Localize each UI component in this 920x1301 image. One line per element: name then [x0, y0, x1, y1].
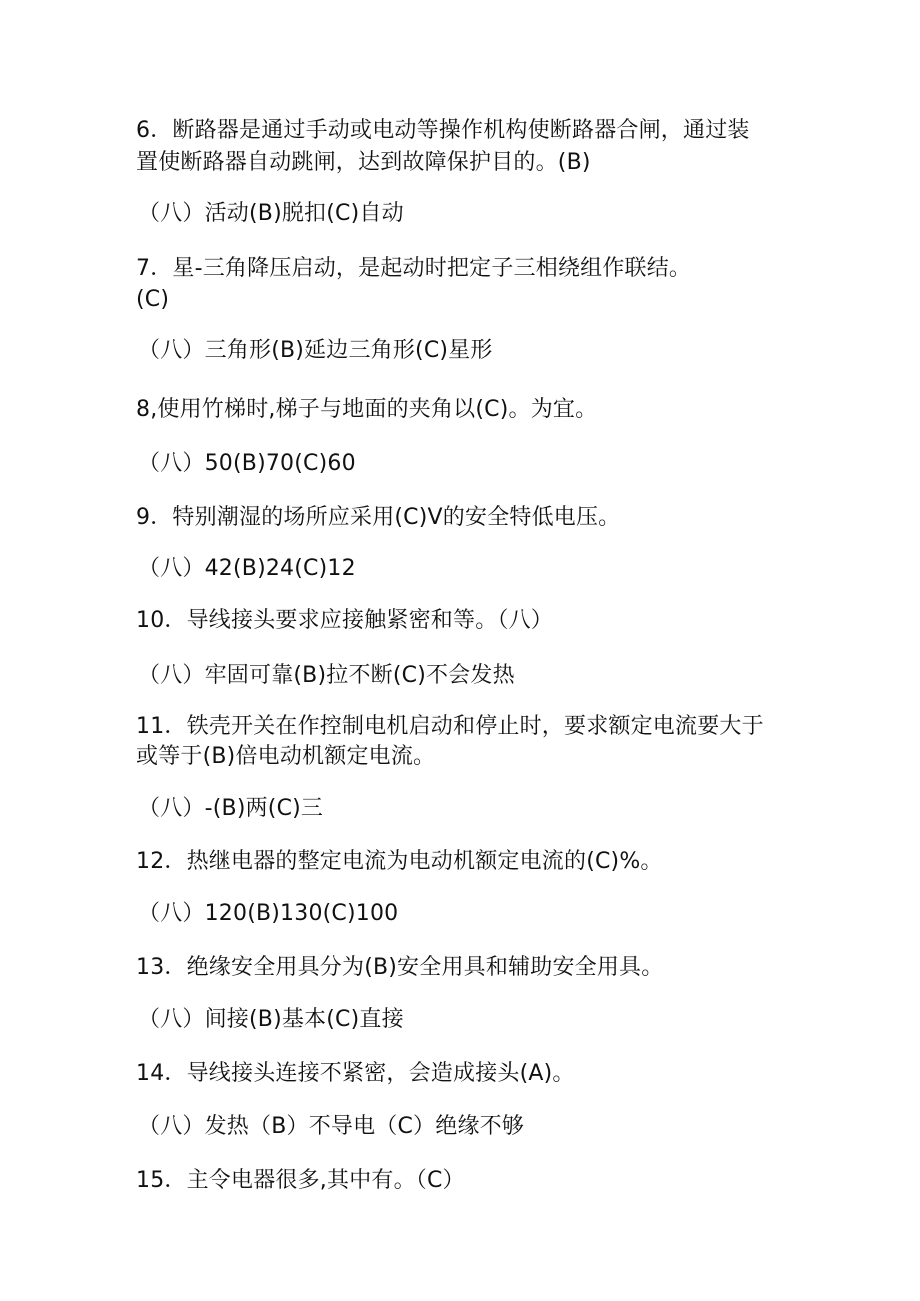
question-13-options: （八）间接(B)基本(C)直接 [138, 1007, 404, 1032]
question-8-stem: 8,使用竹梯时,梯子与地面的夹角以(C)。为宜。 [136, 397, 598, 422]
question-6-options: （八）活动(B)脱扣(C)自动 [138, 201, 404, 226]
question-12-stem: 12．热继电器的整定电流为电动机额定电流的(C)%。 [136, 849, 663, 874]
question-12-options: （八）120(B)130(C)100 [138, 901, 399, 926]
question-11-stem-line-2: 或等于(B)倍电动机额定电流。 [136, 744, 436, 769]
question-14-options: （八）发热（B）不导电（C）绝缘不够 [138, 1114, 525, 1139]
question-7-options: （八）三角形(B)延边三角形(C)星形 [138, 338, 493, 363]
question-10-options: （八）牢固可靠(B)拉不断(C)不会发热 [138, 663, 515, 688]
question-15-stem: 15．主令电器很多,其中有。（C） [136, 1168, 465, 1193]
question-10-stem: 10．导线接头要求应接触紧密和等。（八） [136, 608, 553, 633]
question-7-stem-line-1: 7．星-三角降压启动，是起动时把定子三相绕组作联结。 [136, 256, 692, 281]
question-6-stem-line-1: 6．断路器是通过手动或电动等操作机构使断路器合闸，通过装 [136, 118, 750, 143]
question-9-stem: 9．特别潮湿的场所应采用(C)V的安全特低电压。 [136, 505, 621, 530]
question-11-options: （八）-(B)两(C)三 [138, 796, 324, 821]
question-13-stem: 13．绝缘安全用具分为(B)安全用具和辅助安全用具。 [136, 955, 664, 980]
question-8-options: （八）50(B)70(C)60 [138, 451, 356, 476]
question-7-stem-line-2: (C) [136, 287, 170, 312]
question-6-stem-line-2: 置使断路器自动跳闸，达到故障保护目的。(B) [136, 150, 591, 175]
question-9-options: （八）42(B)24(C)12 [138, 556, 356, 581]
question-14-stem: 14．导线接头连接不紧密，会造成接头(A)。 [136, 1061, 575, 1086]
question-11-stem-line-1: 11．铁壳开关在作控制电机启动和停止时，要求额定电流要大于 [136, 714, 764, 739]
